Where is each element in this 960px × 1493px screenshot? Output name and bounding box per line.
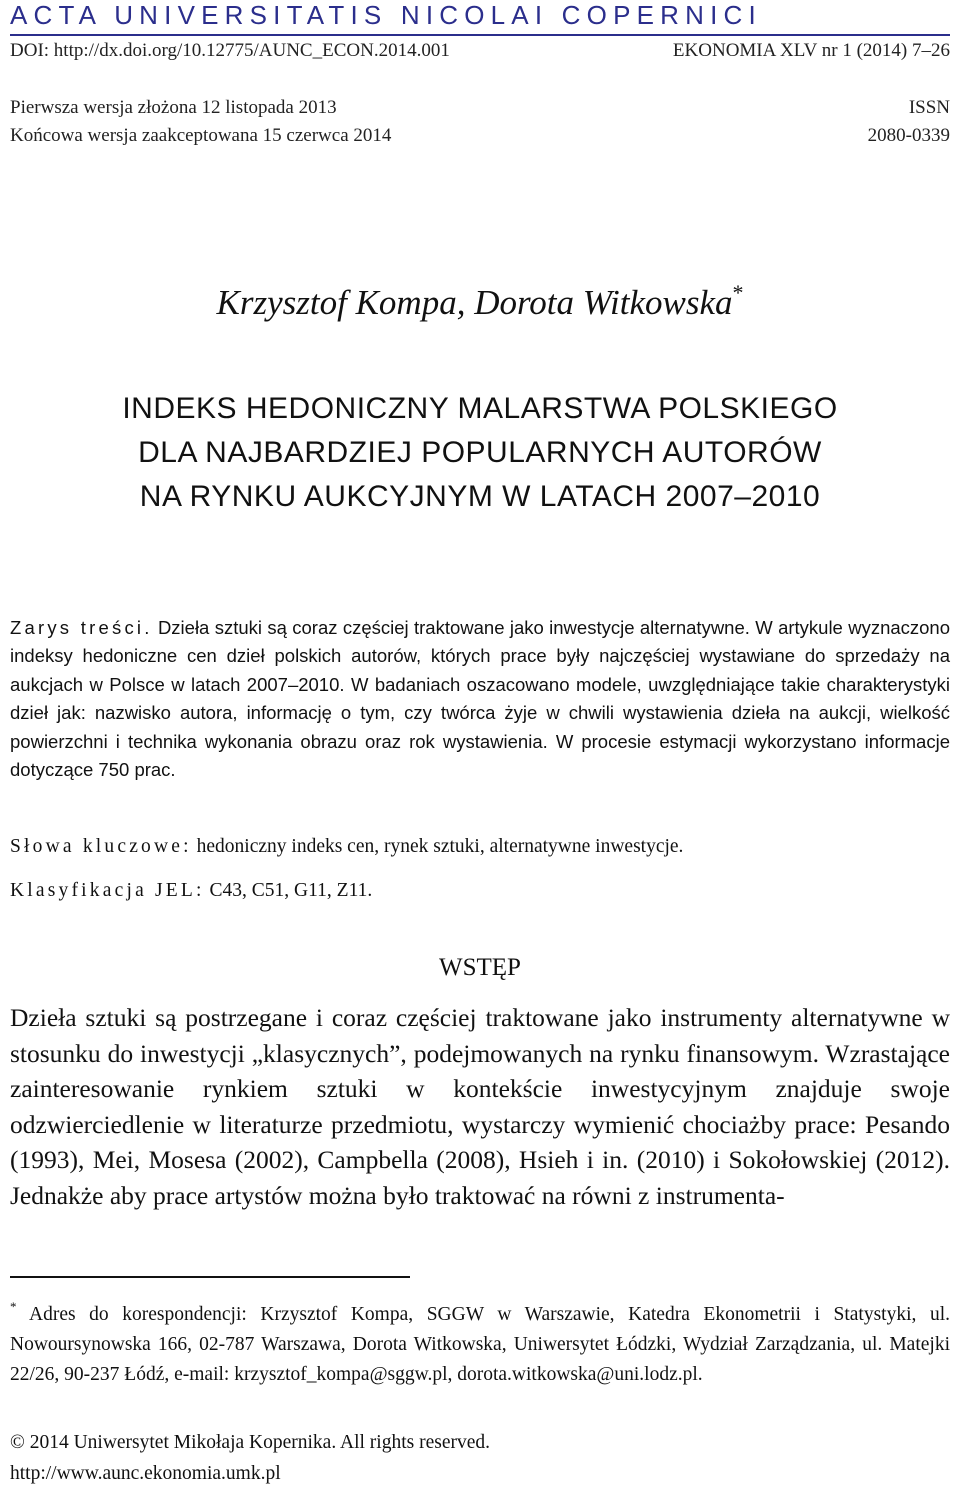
keywords-label: Słowa kluczowe: bbox=[10, 836, 192, 857]
intro-text bbox=[10, 1000, 950, 1213]
authors-names: Krzysztof Kompa, Dorota Witkowska bbox=[216, 283, 733, 322]
journal-url-link[interactable]: http://www.aunc.ekonomia.umk.pl bbox=[10, 1463, 281, 1484]
doi-link[interactable]: DOI: http://dx.doi.org/10.12775/AUNC_ECON.2014.001 bbox=[10, 40, 450, 61]
jel-classification bbox=[10, 880, 950, 902]
jel-label: Klasyfikacja JEL: bbox=[10, 880, 205, 901]
footnote-mark: * bbox=[10, 1299, 17, 1314]
issue-info: EKONOMIA XLV nr 1 (2014) 7–26 bbox=[672, 40, 950, 61]
keywords bbox=[10, 836, 950, 858]
authors-footnote-mark: * bbox=[732, 280, 744, 305]
footnote-text: Adres do korespondencji: Krzysztof Kompa, SGGW w Warszawie, Katedra Ekonometrii i Statystyki, ul. Nowoursynowska 166, 02-787 Warszawa, Dorota Witkowska, Uniwersytet Łódzki, Wydział Zarządzania, ul. Matejki 22/26, 90-237 Łódź, e-mail: krzysztof_kompa@sggw.pl, dorota.witkowska@uni.lodz.pl. bbox=[10, 1304, 950, 1385]
intro-heading: WSTĘP bbox=[439, 954, 521, 981]
abstract-label: Zarys treści. bbox=[10, 617, 153, 638]
submission-date: Pierwsza wersja złożona 12 listopada 2013 bbox=[10, 97, 337, 118]
jel-text: C43, C51, G11, Z11. bbox=[209, 880, 373, 901]
article-title-line-2: DLA NAJBARDZIEJ POPULARNYCH AUTORÓW bbox=[138, 436, 822, 469]
article-authors bbox=[0, 280, 960, 323]
abstract bbox=[10, 614, 950, 784]
journal-name: ACTA UNIVERSITATIS NICOLAI COPERNICI bbox=[10, 0, 762, 30]
issn-value: 2080-0339 bbox=[867, 125, 950, 146]
issn-label: ISSN bbox=[908, 97, 950, 118]
article-title-line-3: NA RYNKU AUKCYJNYM W LATACH 2007–2010 bbox=[139, 480, 821, 513]
copyright-notice: © 2014 Uniwersytet Mikołaja Kopernika. All rights reserved. bbox=[10, 1432, 491, 1453]
header-divider bbox=[10, 34, 950, 36]
article-title-line-1: INDEKS HEDONICZNY MALARSTWA POLSKIEGO bbox=[122, 392, 838, 425]
intro-paragraph: Dzieła sztuki są postrzegane i coraz częściej traktowane jako instrumenty alternatywne w stosunku do inwestycji „klasycznych”, podejmowanych na rynku finansowym. Wzrastające zainteresowanie rynkiem sztuki w kontekście inwestycyjnym znajduje swoje odzwierciedlenie w literaturze przedmiotu, wystarczy wymienić chociażby prace: Pesando (1993), Mei, Mosesa (2002), Campbella (2008), Hsieh i in. (2010) i Sokołowskiej (2012). Jednakże aby prace artystów można było traktować na równi z instrumenta- bbox=[10, 1003, 950, 1210]
acceptance-date: Końcowa wersja zaakceptowana 15 czerwca 2014 bbox=[10, 125, 392, 146]
abstract-text: Dzieła sztuki są coraz częściej traktowane jako inwestycje alternatywne. W artykule wyznaczono indeksy hedoniczne cen dzieł polskich autorów, których prace były najczęściej wystawiane do sprzedaży na aukcjach w Polsce w latach 2007–2010. W badaniach oszacowano modele, uwzględniające takie charakterystyki dzieł jak: nazwisko autora, informację o tym, czy twórca żyje w chwili wystawienia dzieła na aukcji, wielkość powierzchni i technika wykonania obrazu oraz rok wystawienia. W procesie estymacji wykorzystano informacje dotyczące 750 prac. bbox=[10, 617, 951, 781]
footnote-divider bbox=[10, 1276, 410, 1278]
keywords-text: hedoniczny indeks cen, rynek sztuki, alternatywne inwestycje. bbox=[196, 836, 684, 857]
footnote bbox=[10, 1292, 950, 1390]
